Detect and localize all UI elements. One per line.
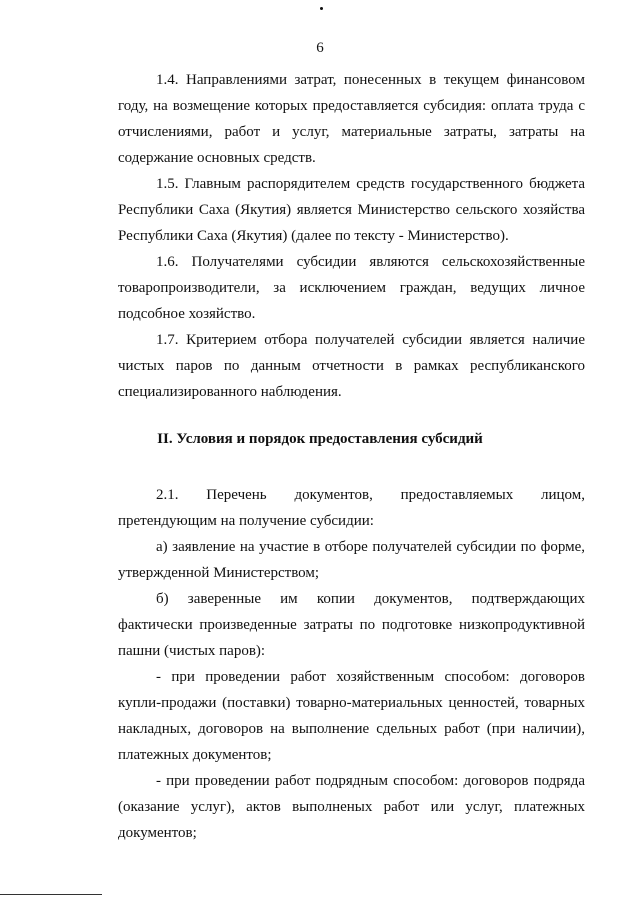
page-number: 6 xyxy=(316,40,324,56)
paragraph-2-1: 2.1. Перечень документов, предоставляемых лицом, претендующим на получение субсидии: xyxy=(118,487,585,529)
scan-dot-mark xyxy=(320,7,323,10)
list-item-own-works: - при проведении работ хозяйственным способом: договоров купли-продажи (поставки) товарно-материальных ценностей, товарных накладных, договоров на выполнение сдельных работ (при наличии), платежных документов; xyxy=(118,669,585,763)
paragraph-1-7: 1.7. Критерием отбора получателей субсидии является наличие чистых паров по данным отчетности в рамках республиканского специализированного наблюдения. xyxy=(118,332,585,400)
paragraph-1-5: 1.5. Главным распорядителем средств государственного бюджета Республики Саха (Якутия) является Министерство сельского хозяйства Республики Саха (Якутия) (далее по тексту - Министерство). xyxy=(118,176,585,244)
section-heading: II. Условия и порядок предоставления субсидий xyxy=(157,431,483,447)
paragraph-2-1-b: б) заверенные им копии документов, подтверждающих фактически произведенные затраты по подготовке низкопродуктивной пашни (чистых паров): xyxy=(118,591,585,659)
footnote-divider xyxy=(0,894,102,895)
paragraph-1-6: 1.6. Получателями субсидии являются сельскохозяйственные товаропроизводители, за исключением граждан, ведущих личное подсобное хозяйство. xyxy=(118,254,585,322)
list-item-contract-works: - при проведении работ подрядным способом: договоров подряда (оказание услуг), актов выполненых работ или услуг, платежных документов; xyxy=(118,773,585,841)
paragraph-2-1-a: а) заявление на участие в отборе получателей субсидии по форме, утвержденной Министерством; xyxy=(118,539,585,581)
paragraph-1-4: 1.4. Направлениями затрат, понесенных в текущем финансовом году, на возмещение которых предоставляется субсидия: оплата труда с отчислениями, работ и услуг, материальные затраты, затраты на содержание основных средств. xyxy=(118,72,585,166)
